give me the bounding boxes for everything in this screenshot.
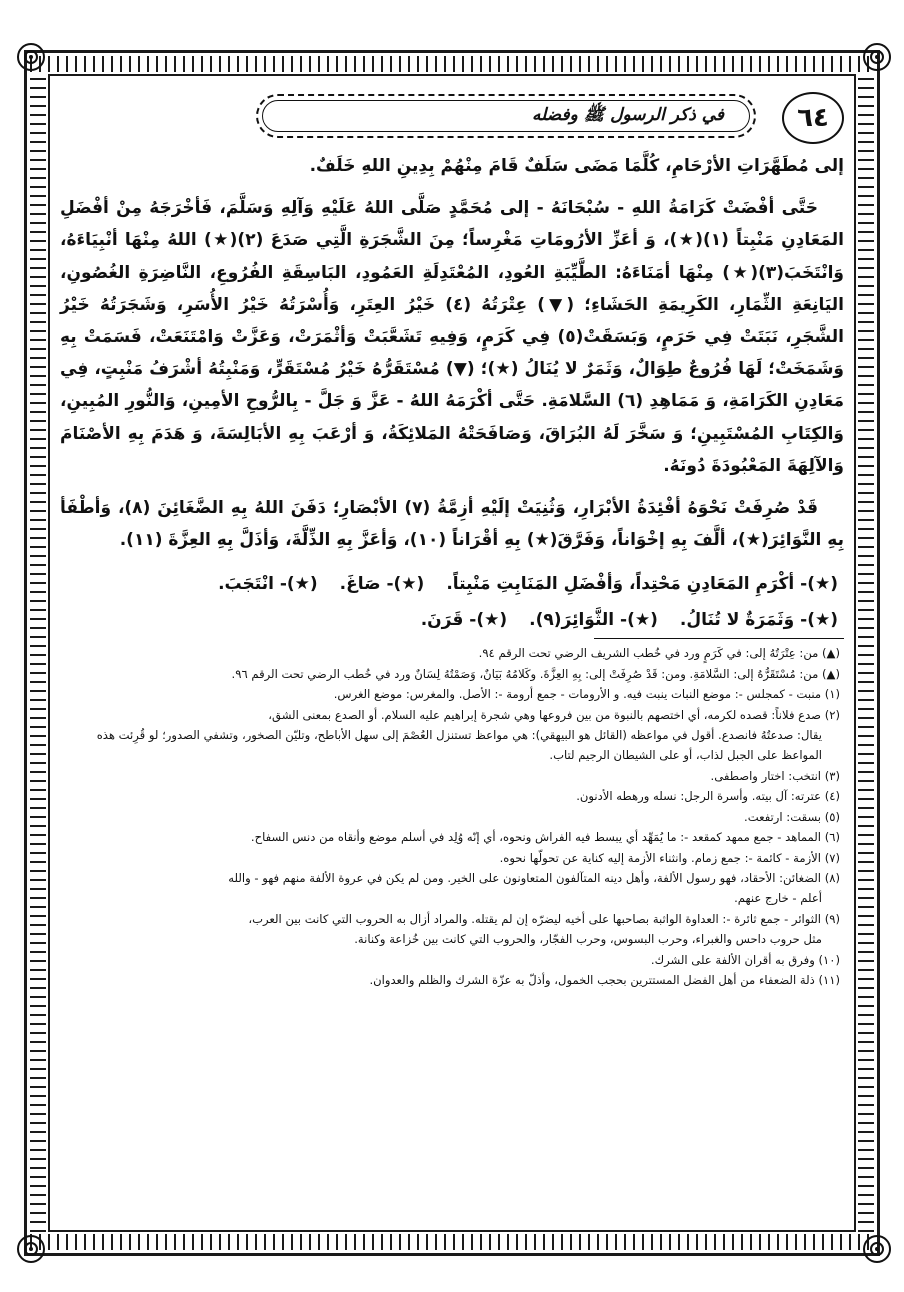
footnote-divider — [594, 638, 844, 639]
footnote-continuation: يقال: صدعتُهُ فانصدع. أقول في مواعظه (القائل هو البيهقي): هي مواعظ تستنزل العُصْمَ إلى سهل الأباطح، وتليّن الصخور، وتشفي الصدور؛ لو قُرِئت هذه المواعظ على الجبل لذاب، أو على الشيطان الرجيم لتاب. — [96, 728, 822, 763]
footnote-text: (٣) انتخب: اختار واصطفى. — [710, 768, 840, 783]
footnote — [60, 705, 844, 766]
main-paragraph: قَدْ صُرِفَتْ نَحْوَهُ أفْئِدَةُ الأبْرَارِ، وَثُنِيَتْ إلَيْهِ أزِمَّةُ (٧) الأبْصَارِ؛ دَفَنَ اللهُ بِهِ الضَّغَائِنَ (٨)، وَأطْفَأ بِهِ النَّوَائِرَ(★)، ألَّفَ بِهِ إخْوَاناً، وَفَرَّقَ(★) بِهِ أقْرَاناً (١٠)، وَأعَزَّ بِهِ الذِّلَّةَ، وَأذَلَّ بِهِ العِزَّةَ (١١). — [60, 498, 844, 551]
footnote-text: (٧) الأزمة - كائمة -: جمع زمام. وانثناء الأزمة إليه كناية عن تحولّها نحوه. — [499, 850, 840, 865]
variant-item: (★)- صَاغَ. — [339, 574, 425, 595]
footnote — [60, 684, 844, 704]
footnote-text: (▲) من: مُسْتَقَرُّهُ إلى: السَّلامَةِ. ومن: قَدْ صُرِفَتْ إلى: بِهِ العِزَّةَ. وكَلامُهُ بَيَانٌ، وَصَمْتُهُ لِسَانٌ ورد في خُطب الرضي تحت الرقم ٩٦. — [231, 666, 840, 681]
variant-line — [60, 566, 844, 602]
footnote-continuation: أعلم - خارج عنهم. — [734, 891, 822, 906]
page-header — [60, 86, 844, 150]
footnote — [60, 868, 844, 909]
page-number: ٦٤ — [782, 92, 844, 144]
footnote-text: (٥) بسقت: ارتفعت. — [744, 809, 840, 824]
footnote-text: (١٠) وفرق به أقران الألفة على الشرك. — [650, 952, 840, 967]
page-content — [60, 86, 844, 1221]
corner-ornament-icon — [14, 40, 48, 74]
main-paragraph: إلى مُطَهَّرَاتِ الأرْحَامِ، كُلَّمَا مَضَى سَلَفٌ قَامَ مِنْهُمْ بِدِينِ اللهِ خَلَفٌ. — [309, 156, 844, 176]
variant-item: (★)- قَرَنَ. — [420, 610, 508, 631]
main-text — [60, 150, 844, 556]
footnote-text: (٩) الثوائر - جمع ثائرة -: العداوة الواثبة بصاحبها على أخيه ليضرّه إن لم يقتله. والمراد أزال به الحروب التي كانت بين العرب، — [248, 911, 840, 926]
footnote-text: (٤) عترته: آل بيته. وأسرة الرجل: نسله ورهطه الأدنون. — [576, 789, 840, 804]
footnotes — [60, 643, 844, 990]
footnote-text: (٢) صدع فلاناً: قصده لكرمه، أي اختصهم بالنبوة من بين فروعها وهي شجرة إبراهيم عليه السلام. أو الصدع بمعنى الشق، — [268, 707, 840, 722]
footnote-text: (٦) المماهد - جمع ممهد كمقعد -: ما يُمَهِّد أي يبسط فيه الفراش ونحوه، أي إنّه وُلِد في أسلم موضع وأنقاه من دنس السفاح. — [250, 830, 840, 845]
footnote — [60, 766, 844, 786]
variant-line — [60, 602, 844, 638]
footnote — [60, 848, 844, 868]
footnote-continuation: مثل حروب داحس والغبراء، وحرب البسوس، وحرب الفجّار، والحروب التي كانت بين خُزاعة وكنانة. — [354, 932, 822, 947]
footnote — [60, 950, 844, 970]
corner-ornament-icon — [14, 1232, 48, 1266]
footnote — [60, 786, 844, 806]
footnote-text: (▲) من: عِتْرَتُهُ إلى: في كَرَمٍ ورد في خُطب الشريف الرضي تحت الرقم ٩٤. — [478, 646, 840, 661]
variant-item: (★)- وَثَمَرَةٌ لا تُنَالُ. — [679, 610, 838, 631]
chapter-title: في ذكر الرسول ﷺ وفضله — [256, 94, 756, 138]
footnote — [60, 970, 844, 990]
variant-item: (★)- أكْرَمِ المَعَادِنِ مَحْتِداً، وَأفْضَلِ المَنَابِتِ مَنْبِتاً. — [446, 574, 838, 595]
footnote-text: (٨) الضغائن: الأحقاد، فهو رسول الألفة، وأهل دينه المتآلفون المتعاونون على الخير. ومن لم يكن في عروة الألفة منهم فهو - والله — [228, 870, 840, 885]
footnote-text: (١) منبت - كمجلس -: موضع النبات ينبت فيه. و الأرومات - جمع أرومة -: الأصل. والمغرس: موضع الغرس. — [333, 687, 840, 702]
corner-ornament-icon — [860, 1232, 894, 1266]
variant-item: (★)- الثَّوَائِرَ(٩). — [529, 610, 658, 631]
footnote — [60, 807, 844, 827]
footnote — [60, 643, 844, 663]
main-paragraph: حَتَّى أفْضَتْ كَرَامَةُ اللهِ - سُبْحَانَهُ - إلى مُحَمَّدٍ صَلَّى اللهُ عَلَيْهِ وَآلِهِ وَسَلَّمَ، فَأخْرَجَهُ مِنْ أفْضَلِ المَعَادِنِ مَنْبِتاً (١)(★)، وَ أعَزِّ الأرُومَاتِ مَغْرِساً؛ مِنَ الشَّجَرَةِ الَّتِي صَدَعَ (٢)(★) اللهُ مِنْهَا أنْبِيَاءَهُ، وَانْتَخَبَ(٣)(★) مِنْهَا أمَنَاءَهُ: الطَّيِّبَةِ العُودِ، المُعْتَدِلَةِ العَمُودِ، البَاسِقَةِ الفُرُوعِ، النَّاضِرَةِ الغُصُونِ، اليَانِعَةِ الثِّمَارِ، الكَرِيمَةِ الحَشَاءِ؛ (▼) عِتْرَتُهُ (٤) خَيْرُ العِتَرِ، وَأُسْرَتُهُ خَيْرُ الأُسَرِ، وَشَجَرَتُهُ خَيْرُ الشَّجَرِ، نَبَتَتْ فِي حَرَمٍ، وَبَسَقَتْ(٥) فِي كَرَمٍ، وَفِيهِ تَشَعَّبَتْ وَأثْمَرَتْ، وَعَزَّتْ وَامْتَنَعَتْ، فَسَمَتْ بِهِ وَشَمَخَتْ؛ لَهَا فُرُوعٌ طِوَالٌ، وَثَمَرٌ لا يُنَالُ (★)؛ (▼) مُسْتَقَرُّهُ خَيْرُ مُسْتَقَرٍّ، وَمَنْبِتُهُ أشْرَفُ مَنْبِتٍ، فِي مَعَادِنِ الكَرَامَةِ، وَ مَمَاهِدِ (٦) السَّلامَةِ. حَتَّى أكْرَمَهُ اللهُ - عَزَّ وَ جَلَّ - بِالرُّوحِ الأمِينِ، وَالنُّورِ المُبِينِ، وَالكِتَابِ المُسْتَبِينِ؛ وَ سَخَّرَ لَهُ البُرَاقَ، وَصَافَحَتْهُ المَلائِكَةُ، وَ أرْعَبَ بِهِ الأبَالِسَةَ، وَ هَدَمَ بِهِ الأصْنَامَ وَالآلِهَةَ المَعْبُودَةَ دُونَهُ. — [60, 198, 845, 476]
variant-readings — [60, 566, 844, 638]
variant-item: (★)- انْتَجَبَ. — [218, 574, 318, 595]
footnote — [60, 909, 844, 950]
corner-ornament-icon — [860, 40, 894, 74]
footnote — [60, 827, 844, 847]
footnote — [60, 664, 844, 684]
footnote-text: (١١) ذلة الضعفاء من أهل الفضل المستترين بحجب الخمول، وأذلّ به عزّة الشرك والظلم والعدوان. — [369, 972, 840, 987]
